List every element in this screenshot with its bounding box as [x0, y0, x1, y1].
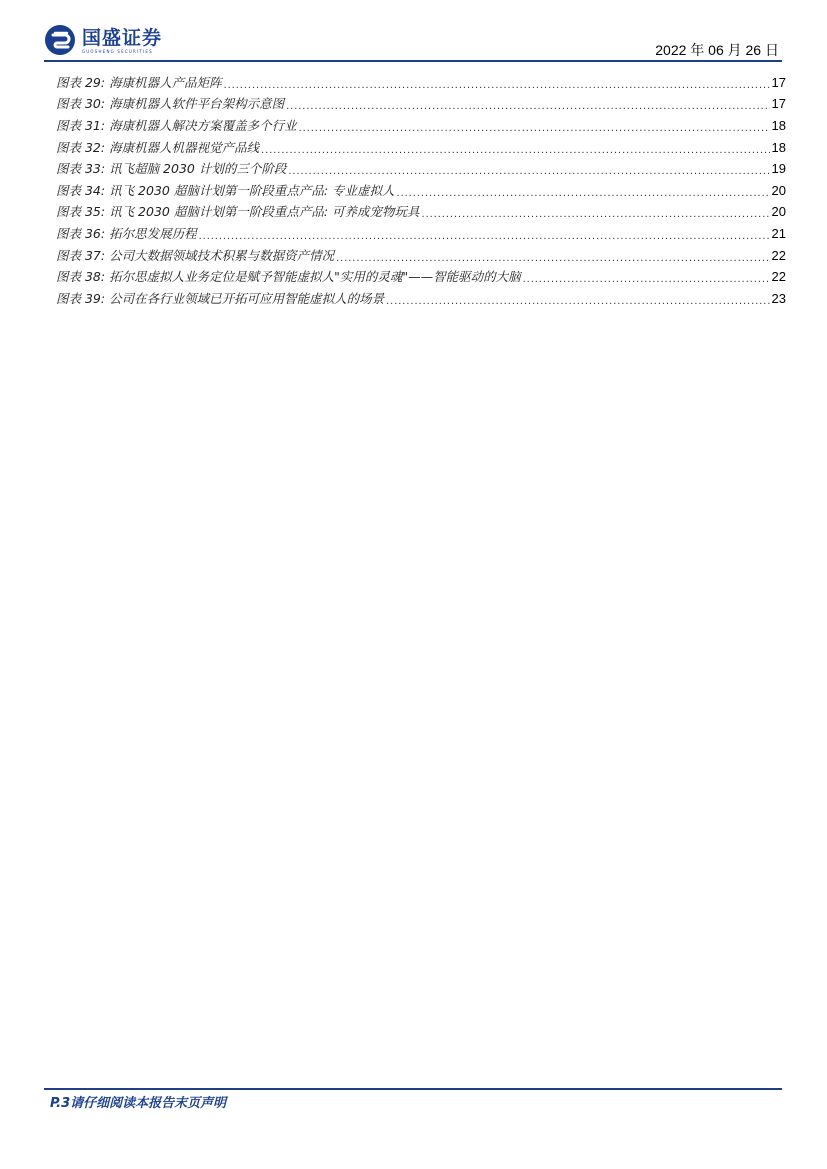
page-header [0, 0, 827, 64]
footer-divider [44, 1088, 782, 1090]
logo-text: 国盛证券 [82, 26, 163, 49]
toc-entry[interactable] [56, 158, 786, 180]
toc-entry-label: 图表 30: 海康机器人软件平台架构示意图 [56, 96, 285, 112]
toc-entry[interactable] [56, 115, 786, 137]
toc-entry[interactable] [56, 266, 786, 288]
toc-entry-page: 22 [771, 247, 786, 263]
toc-entry-page: 18 [771, 117, 786, 133]
logo-subtext: GUOSHENG SECURITIES [82, 48, 153, 54]
toc-entry-page: 22 [771, 269, 786, 285]
toc-entry[interactable] [56, 72, 786, 94]
toc-entry[interactable] [56, 245, 786, 267]
toc-entry-page: 20 [771, 204, 786, 220]
toc-entry-label: 图表 35: 讯飞 2030 超脑计划第一阶段重点产品: 可养成宠物玩具 [56, 204, 420, 220]
toc-entry-page: 21 [771, 225, 786, 241]
toc-leader-dots [299, 120, 770, 136]
toc-entry-page: 17 [771, 96, 786, 112]
company-logo [44, 24, 162, 56]
toc-entry[interactable] [56, 202, 786, 224]
toc-entry-page: 20 [771, 182, 786, 198]
toc-leader-dots [523, 271, 770, 287]
toc-entry-label: 图表 32: 海康机器人机器视觉产品线 [56, 139, 260, 155]
toc-entry[interactable] [56, 94, 786, 116]
toc-entry-label: 图表 36: 拓尔思发展历程 [56, 225, 197, 241]
toc-entry[interactable] [56, 223, 786, 245]
toc-entry-label: 图表 38: 拓尔思虚拟人业务定位是赋予智能虚拟人"实用的灵魂"——智能驱动的大脑 [56, 269, 521, 285]
toc-entry[interactable] [56, 180, 786, 202]
toc-leader-dots [336, 250, 769, 266]
toc-entry-label: 图表 34: 讯飞 2030 超脑计划第一阶段重点产品: 专业虚拟人 [56, 182, 395, 198]
toc-entry[interactable] [56, 288, 786, 310]
toc-leader-dots [199, 228, 770, 244]
toc-leader-dots [397, 185, 770, 201]
toc-leader-dots [261, 142, 769, 158]
toc-entry-page: 17 [771, 74, 786, 90]
toc-leader-dots [422, 206, 770, 222]
toc-entry-page: 19 [771, 161, 786, 177]
toc-entry-label: 图表 29: 海康机器人产品矩阵 [56, 74, 222, 90]
toc-entry-page: 18 [771, 139, 786, 155]
toc-entry-label: 图表 33: 讯飞超脑 2030 计划的三个阶段 [56, 161, 287, 177]
logo-icon [44, 24, 76, 56]
report-date: 2022 年 06 月 26 日 [655, 42, 779, 58]
toc-leader-dots [224, 77, 770, 93]
toc-leader-dots [386, 293, 769, 309]
toc-entry-label: 图表 39: 公司在各行业领域已开拓可应用智能虚拟人的场景 [56, 290, 385, 306]
toc-leader-dots [288, 163, 769, 179]
figure-list [56, 72, 786, 310]
toc-leader-dots [286, 98, 769, 114]
footer-disclaimer: P.3请仔细阅读本报告末页声明 [50, 1096, 227, 1111]
toc-entry[interactable] [56, 137, 786, 159]
toc-entry-page: 23 [771, 290, 786, 306]
toc-entry-label: 图表 37: 公司大数据领域技术积累与数据资产情况 [56, 247, 335, 263]
toc-entry-label: 图表 31: 海康机器人解决方案覆盖多个行业 [56, 117, 297, 133]
header-divider [44, 60, 782, 62]
